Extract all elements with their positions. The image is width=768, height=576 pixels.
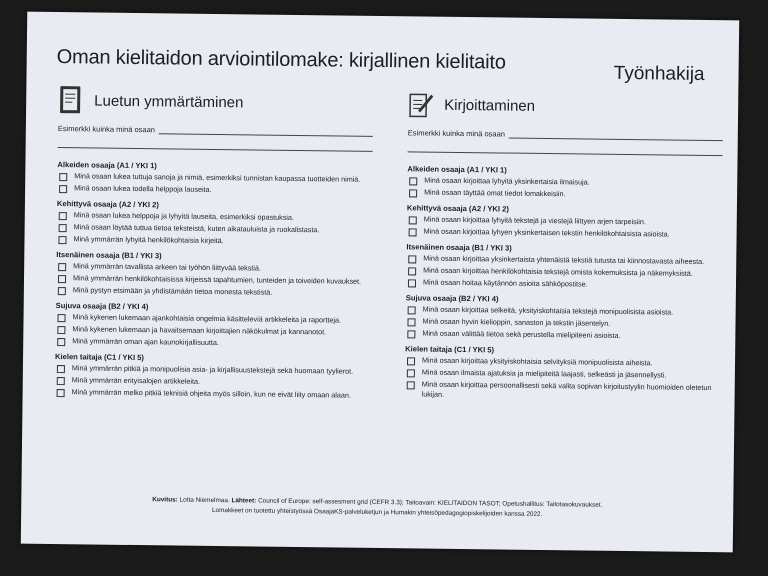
page-title: Oman kielitaidon arviointilomake: kirjallinen kielitaito bbox=[56, 46, 506, 74]
checklist-item-text: Minä osaan välittää tietoa sekä perustella mielipiteeni asioista. bbox=[422, 328, 621, 340]
checklist-item bbox=[405, 328, 720, 342]
footer-illustration-label: Kuvitus: bbox=[152, 496, 178, 504]
checkbox[interactable] bbox=[57, 338, 65, 346]
level-title: Sujuva osaaja (B2 / YKI 4) bbox=[55, 301, 149, 312]
checklist-item-text: Minä osaan kirjoittaa lyhyen yksinkertaisen tekstin henkilökohtaisista asioista. bbox=[423, 226, 670, 239]
footer-line-2: Lomakkeet on tuotettu yhteistyössä OsaajaKS-palveluketjun ja Humakin yhteisöpedagogiopiskelijoiden kanssa 2022. bbox=[211, 506, 543, 519]
checkbox[interactable] bbox=[407, 381, 415, 389]
checklist-item-text: Minä pystyn etsimään ja yhdistämään tietoa monesta tekstistä. bbox=[72, 285, 273, 297]
checklist-item bbox=[405, 379, 720, 403]
writing-header bbox=[408, 86, 723, 126]
checklist-item-text: Minä ymmärrän lyhyitä henkilökohtaisia kirjeitä. bbox=[73, 234, 224, 246]
checklist-item bbox=[56, 234, 371, 248]
level-block bbox=[56, 199, 372, 248]
level-title: Alkeiden osaaja (A1 / YKI 1) bbox=[57, 160, 157, 171]
checkbox[interactable] bbox=[57, 389, 65, 397]
checkbox[interactable] bbox=[57, 377, 65, 385]
checkbox[interactable] bbox=[57, 365, 65, 373]
checklist-item-text: Minä osaan lukea tuttuja sanoja ja nimiä, esimerkiksi tunnistan kaupassa tuotteiden nimiä. bbox=[74, 171, 361, 184]
checkbox[interactable] bbox=[407, 318, 415, 326]
checkbox[interactable] bbox=[409, 216, 417, 224]
checklist-item-text: Minä ymmärrän erityisalojen artikkeleita. bbox=[71, 375, 201, 386]
checkbox[interactable] bbox=[407, 330, 415, 338]
level-block bbox=[55, 352, 371, 401]
checklist-item-text: Minä ymmärrän oman ajan kaunokirjallisuutta. bbox=[72, 336, 219, 348]
checkbox[interactable] bbox=[409, 228, 417, 236]
level-title: Kehittyvä osaaja (A2 / YKI 2) bbox=[406, 203, 509, 214]
checkbox[interactable] bbox=[408, 267, 416, 275]
writing-column bbox=[405, 86, 724, 405]
checklist-item-text: Minä ymmärrän pitkiä ja monipuolisia asia- ja kirjallisuustekstejä sekä huomaan tyylierot. bbox=[71, 363, 354, 376]
footer-sources-label: Lähteet: bbox=[231, 497, 257, 505]
level-block bbox=[56, 250, 372, 299]
footer-sources: Council of Europe: self-assesment grid (CEFR 3.3); Taitoavain: KIELITAIDON TASOT; Opetushallitus: Taitotasokuvaukset. bbox=[256, 497, 603, 509]
checklist-item-text: Minä osaan kirjoittaa henkilökohtaisia tekstejä omista kokemuksista ja näkemyksistä. bbox=[423, 265, 693, 278]
level-block bbox=[405, 344, 721, 403]
checklist-item bbox=[57, 183, 372, 197]
reading-levels bbox=[55, 160, 373, 401]
level-block bbox=[407, 203, 722, 240]
checklist-item bbox=[407, 187, 722, 201]
footer bbox=[61, 494, 693, 522]
level-title: Sujuva osaaja (B2 / YKI 4) bbox=[405, 293, 499, 304]
checkbox[interactable] bbox=[407, 357, 415, 365]
writing-levels bbox=[405, 164, 723, 403]
level-title: Kielen taitaja (C1 / YKI 5) bbox=[55, 352, 145, 363]
checklist-item bbox=[407, 226, 722, 240]
level-title: Itsenäinen osaaja (B1 / YKI 3) bbox=[406, 242, 512, 253]
writing-example-label: Esimerkki kuinka minä osaan bbox=[407, 128, 505, 139]
level-block bbox=[55, 301, 371, 350]
checklist-item-text: Minä osaan löytää tuttua tietoa teksteistä, kuten aikatauluista ja ruokalistasta. bbox=[73, 222, 320, 235]
footer-illustrator: Lotta Niemelmaa. bbox=[177, 496, 232, 505]
checkbox[interactable] bbox=[58, 263, 66, 271]
checklist-item bbox=[406, 277, 721, 291]
checklist-item bbox=[55, 387, 370, 401]
checklist-item-text: Minä ymmärrän henkilökohtaisissa kirjeissä tapahtumien, tunteiden ja toiveiden kuvaukset. bbox=[72, 273, 362, 286]
checklist-item-text: Minä osaan lukea todella helppoja lauseita. bbox=[74, 183, 212, 194]
reading-example-label: Esimerkki kuinka minä osaan bbox=[57, 124, 156, 135]
checklist-item-text: Minä osaan kirjoittaa lyhyitä tekstejä ja viestejä liittyen arjen tarpeisiin. bbox=[423, 214, 646, 227]
checkbox[interactable] bbox=[58, 236, 66, 244]
pencil-notepad-icon bbox=[408, 88, 434, 120]
writing-title: Kirjoittaminen bbox=[444, 96, 536, 115]
checklist-item-text: Minä osaan kirjoittaa persoonallisesti sekä valita sopivan kirjoitustyylin huomioiden oletetun lukijan. bbox=[421, 379, 712, 399]
checklist-item bbox=[56, 285, 371, 299]
checklist-item-text: Minä ymmärrän tavallista arkeen tai työhön liittyvää tekstiä. bbox=[73, 261, 261, 273]
checkbox[interactable] bbox=[409, 189, 417, 197]
checklist-item-text: Minä osaan hoitaa käytännön asioita sähköpostitse. bbox=[422, 277, 588, 289]
checkbox[interactable] bbox=[408, 255, 416, 263]
checkbox[interactable] bbox=[409, 177, 417, 185]
checklist-item-text: Minä osaan lukea helppoja ja lyhyitä lauseita, esimerkiksi opastuksia. bbox=[73, 210, 294, 222]
checkbox[interactable] bbox=[57, 326, 65, 334]
checkbox[interactable] bbox=[407, 369, 415, 377]
checklist-item-text: Minä osaan kirjoittaa yksinkertaista yhtenäistä tekstiä tutusta tai kiinnostavasta aiheesta. bbox=[423, 253, 705, 266]
checklist-item-text: Minä ymmärrän melko pitkiä teknisiä ohjeita myös silloin, kun ne eivät liity omaan alaan. bbox=[71, 387, 351, 400]
level-block bbox=[406, 242, 722, 291]
reading-title: Luetun ymmärtäminen bbox=[94, 91, 244, 111]
reading-header bbox=[58, 82, 373, 122]
checkbox[interactable] bbox=[57, 314, 65, 322]
checkbox[interactable] bbox=[59, 173, 67, 181]
checklist-item-text: Minä osaan kirjoittaa yksityiskohtaisia selvityksiä monipuolisista aiheista. bbox=[421, 355, 653, 368]
checklist-item bbox=[55, 336, 370, 350]
checklist-item-text: Minä kykenen lukemaan ajankohtaisia ongelmia käsitteleviä artikkeleita ja raportteja. bbox=[72, 312, 342, 325]
level-block bbox=[405, 293, 721, 342]
checkbox[interactable] bbox=[408, 279, 416, 287]
level-title: Kehittyvä osaaja (A2 / YKI 2) bbox=[56, 199, 159, 210]
checklist-item-text: Minä osaan kirjoittaa selkeitä, yksityiskohtaisia tekstejä monipuolisista asioista. bbox=[422, 304, 674, 317]
level-block bbox=[57, 160, 372, 197]
checklist-item-text: Minä osaan täyttää omat tiedot lomakkeisiin. bbox=[424, 187, 566, 199]
level-title: Kielen taitaja (C1 / YKI 5) bbox=[405, 344, 495, 355]
checkbox[interactable] bbox=[58, 287, 66, 295]
checklist-item-text: Minä kykenen lukemaan ja havaitsemaan kirjoittajien näkökulmat ja kannanotot. bbox=[72, 324, 327, 337]
form-paper bbox=[21, 12, 739, 553]
role-label: Työnhakija bbox=[613, 62, 705, 85]
checkbox[interactable] bbox=[58, 275, 66, 283]
checkbox[interactable] bbox=[408, 306, 416, 314]
book-icon bbox=[58, 84, 84, 116]
checklist-item-text: Minä osaan hyvin kielioppin, sanaston ja tekstin jäsentelyn. bbox=[422, 316, 611, 328]
level-title: Itsenäinen osaaja (B1 / YKI 3) bbox=[56, 250, 162, 261]
checklist-item-text: Minä osaan ilmaista ajatuksia ja mielipiteitä laajasti, selkeästi ja jäsennellysti. bbox=[421, 367, 667, 380]
checkbox[interactable] bbox=[59, 185, 67, 193]
reading-column bbox=[55, 82, 374, 403]
checkbox[interactable] bbox=[59, 212, 67, 220]
level-block bbox=[407, 164, 722, 201]
checklist-item-text: Minä osaan kirjoittaa lyhyitä yksinkertaisia ilmaisuja. bbox=[424, 175, 590, 187]
level-title: Alkeiden osaaja (A1 / YKI 1) bbox=[407, 164, 507, 175]
checkbox[interactable] bbox=[59, 224, 67, 232]
